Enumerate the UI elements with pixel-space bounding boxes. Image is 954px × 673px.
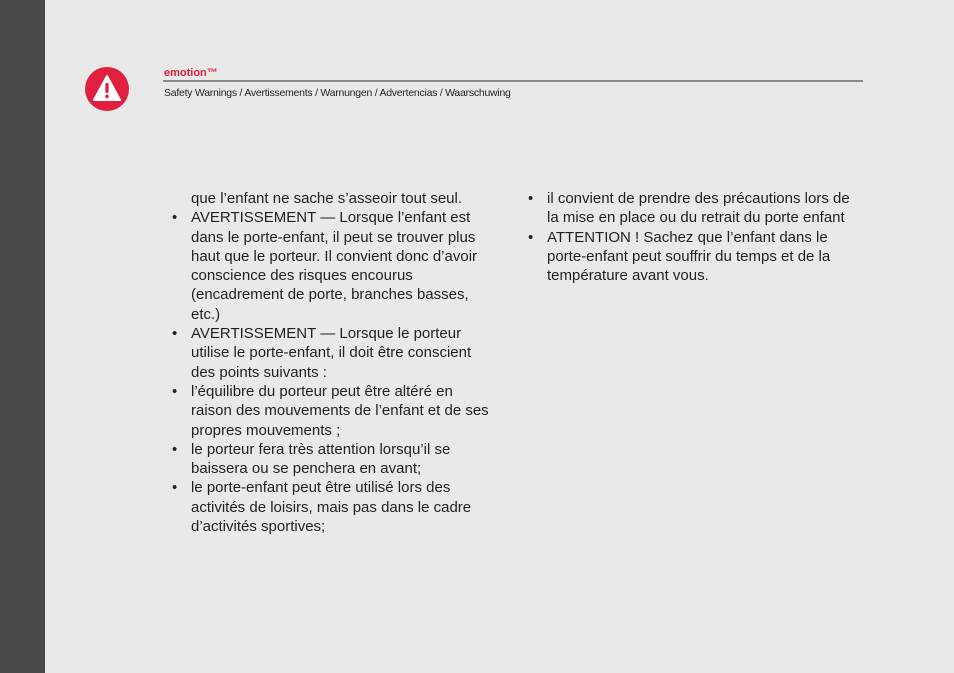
list-item-text: il convient de prendre des précautions lors de la mise en place ou du retrait du porte enfant	[547, 190, 850, 227]
list-item	[172, 440, 497, 479]
list-item-text: AVERTISSEMENT — Lorsque l’enfant est dans le porte-enfant, il peut se trouver plus haut que le porteur. Il convient donc d’avoir conscience des risques encourus (encadrement de porte, branches basses, etc.)	[191, 209, 478, 323]
list-item-text: l’équilibre du porteur peut être altéré en raison des mouvements de l’enfant et de ses propres mouvements ;	[191, 382, 489, 439]
continued-paragraph: que l’enfant ne sache s’asseoir tout seul.	[191, 190, 463, 207]
list-item-text: ATTENTION ! Sachez que l’enfant dans le porte-enfant peut souffrir du temps et de la température avant vous.	[547, 228, 831, 285]
list-item	[528, 189, 858, 228]
list-item	[172, 324, 497, 382]
bullet: •	[172, 382, 178, 400]
list-item-text: le porteur fera très attention lorsqu’il se baissera ou se penchera en avant;	[191, 440, 451, 478]
header-divider	[163, 80, 863, 82]
left-sidebar-bar	[0, 0, 45, 673]
bullet: •	[172, 440, 178, 458]
brand-name: emotion™	[164, 67, 218, 79]
list-item	[172, 478, 497, 536]
list-item	[172, 208, 497, 324]
list-item	[172, 382, 497, 440]
list-item-text: le porte-enfant peut être utilisé lors des activités de loisirs, mais pas dans le cadre d’activités sportives;	[191, 479, 472, 536]
bullet: •	[528, 228, 534, 246]
page-subtitle: Safety Warnings / Avertissements / Warnungen / Advertencias / Waarschuwing	[164, 87, 511, 99]
bullet: •	[528, 190, 534, 207]
bullet: •	[172, 479, 178, 497]
left-text-column	[172, 189, 497, 536]
bullet: •	[172, 209, 178, 227]
right-text-column	[528, 189, 858, 285]
warning-badge	[85, 67, 129, 111]
warning-triangle-icon	[93, 75, 121, 101]
bullet: •	[172, 325, 178, 343]
list-item	[528, 228, 858, 286]
list-item-text: AVERTISSEMENT — Lorsque le porteur utilise le porte-enfant, il doit être conscient des points suivants :	[191, 325, 472, 381]
